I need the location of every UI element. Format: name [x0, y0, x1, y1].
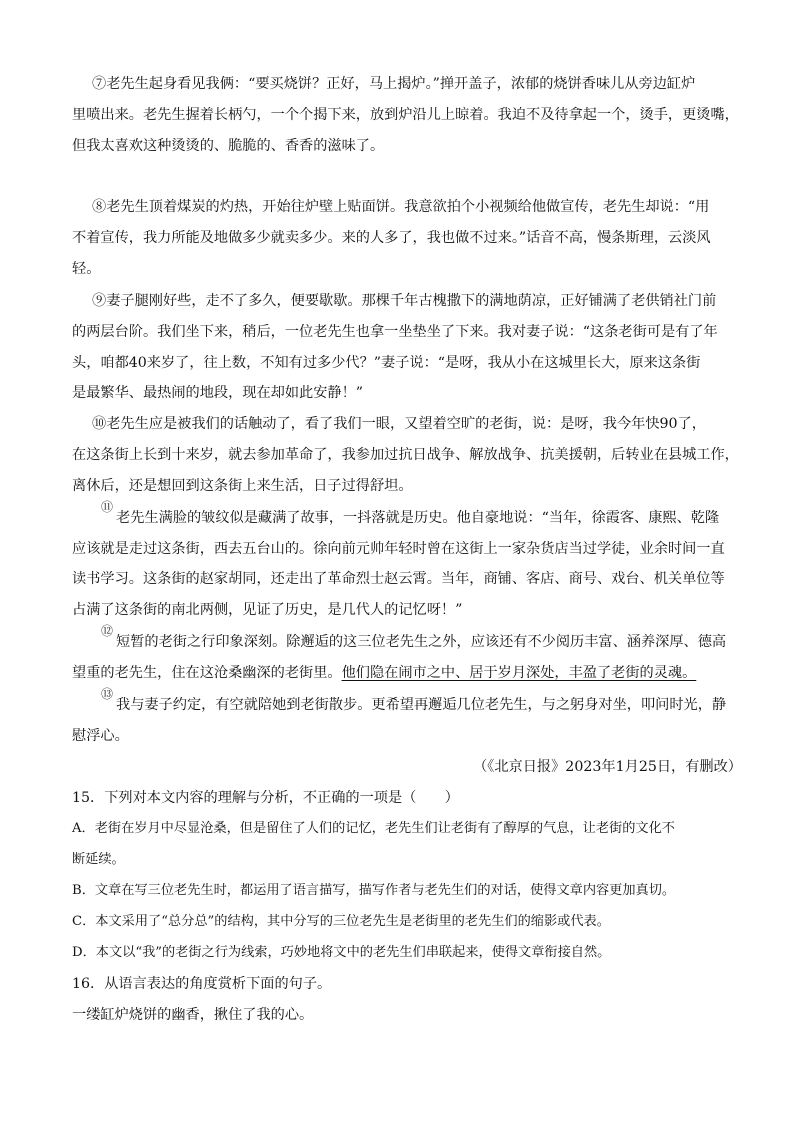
article-source: （《北京日报》2023年1月25日，有删改）	[473, 759, 742, 775]
paragraph-9-line-4: 是最繁华、最热闹的地段，现在却如此安静！”	[72, 385, 364, 401]
paragraph-10-line-2: 在这条街上长到十来岁，就去参加革命了，我参加过抗日战争、解放战争、抗美援朝，后转业在县城工作，	[72, 447, 739, 463]
question-15-stem: 15．下列对本文内容的理解与分析，不正确的一项是（ ）	[72, 790, 459, 806]
paragraph-11-line-1: 老先生满脸的皱纹似是藏满了故事，一抖落就是历史。他自豪地说：“当年，徐霞客、康熙、乾隆	[116, 510, 720, 526]
question-15-option-b: B．文章在写三位老先生时，都运用了语言描写，描写作者与老先生们的对话，使得文章内容更加真切。	[72, 883, 676, 898]
paragraph-8-line-2: 不着宣传，我力所能及地做多少就卖多少。来的人多了，我也做不过来。”话音不高，慢条斯理，云淡风	[72, 230, 711, 246]
paragraph-9-line-3: 头，咱都40来岁了，往上数，不知有过多少代？”妻子说：“是呀，我从小在这城里长大，原来这条街	[72, 355, 701, 371]
underlined-sentence: 他们隐在闹市之中、居于岁月深处，丰盈了老街的灵魂。	[341, 665, 697, 681]
paragraph-7-line-2: 里喷出来。老先生握着长柄勺，一个个揭下来，放到炉沿儿上晾着。我迫不及待拿起一个，烫手，更烫嘴，	[72, 107, 739, 123]
paragraph-11-number: ⑪	[101, 500, 114, 514]
question-15-option-a-line-1: A．老街在岁月中尽显沧桑，但是留住了人们的记忆，老先生们让老街有了醇厚的气息，让老街的文化不	[72, 821, 675, 836]
paragraph-9-line-2: 的两层台阶。我们坐下来，稍后，一位老先生也拿一坐垫坐了下来。我对妻子说：“这条老街可是有了年	[72, 324, 718, 340]
question-15-option-a-line-2: 断延续。	[72, 852, 125, 867]
paragraph-11-line-3: 读书学习。这条街的赵家胡同，还走出了革命烈士赵云霄。当年，商铺、客店、商号、戏台、机关单位等	[72, 571, 725, 587]
paragraph-7-line-3: 但我太喜欢这种烫烫的、脆脆的、香香的滋味了。	[72, 138, 385, 154]
question-16-sentence: 一缕缸炉烧饼的幽香，揪住了我的心。	[72, 1007, 314, 1023]
paragraph-9-line-1: ⑨妻子腿刚好些，走不了多久，便要歇歇。那棵千年古槐撒下的满地荫凉，正好铺满了老供销社门前	[92, 293, 717, 309]
paragraph-10-line-1: ⑩老先生应是被我们的话触动了，看了我们一眼，又望着空旷的老街，说：是呀，我今年快90了，	[92, 416, 706, 432]
paragraph-11-line-2: 应该就是走过这条街，西去五台山的。徐向前元帅年轻时曾在这街上一家杂货店当过学徒，业余时间一直	[72, 541, 725, 557]
paragraph-11-line-4: 占满了这条街的南北两侧，见证了历史，是几代人的记忆呀！”	[72, 602, 463, 618]
paragraph-8-line-1: ⑧老先生顶着煤炭的灼热，开始往炉壁上贴面饼。我意欲拍个小视频给他做宣传，老先生却说：“用	[92, 199, 710, 215]
paragraph-7-line-1: ⑦老先生起身看见我俩：“要买烧饼？正好，马上揭炉。”掸开盖子，浓郁的烧饼香味儿从旁边缸炉	[92, 76, 696, 92]
paragraph-10-line-3: 离休后，还是想回到这条街上来生活，日子过得舒坦。	[72, 478, 413, 494]
paragraph-8-line-3: 轻。	[72, 261, 101, 277]
paragraph-12-line-1: 短暂的老街之行印象深刻。除邂逅的这三位老先生之外，应该还有不少阅历丰富、涵养深厚、德高	[116, 634, 727, 650]
question-16-stem: 16．从语言表达的角度赏析下面的句子。	[72, 976, 332, 992]
paragraph-12-number: ⑫	[101, 624, 114, 638]
question-15-option-c: C．本文采用了“总分总”的结构，其中分写的三位老先生是老街里的老先生们的缩影或代表。	[72, 914, 610, 929]
paragraph-12-plain-text: 望重的老先生，住在这沧桑幽深的老街里。	[72, 665, 342, 681]
question-15-option-d: D．本文以“我”的老街之行为线索，巧妙地将文中的老先生们串联起来，使得文章衔接自然。	[72, 945, 611, 960]
paragraph-12-line-2	[72, 664, 696, 682]
paragraph-13-number: ⑬	[101, 687, 114, 701]
paragraph-13-line-1: 我与妻子约定，有空就陪她到老街散步。更希望再邂逅几位老先生，与之躬身对坐，叩问时光，静	[116, 697, 727, 713]
paragraph-13-line-2: 慰浮心。	[72, 728, 129, 744]
